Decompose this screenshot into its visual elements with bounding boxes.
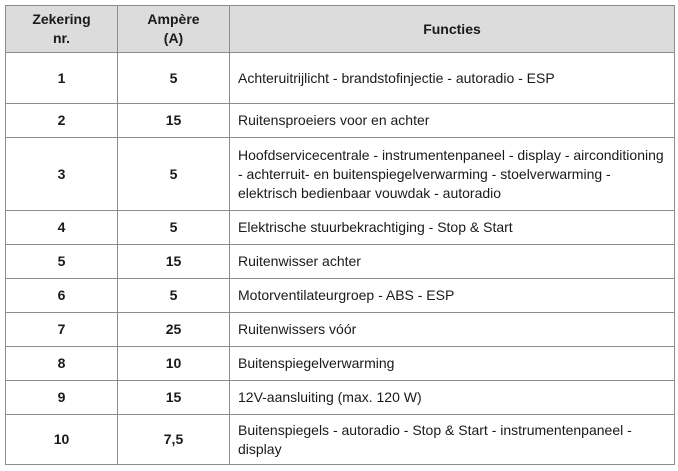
fuse-number-cell: 2: [6, 104, 118, 138]
function-cell: Achteruitrijlicht - brandstofinjectie - autoradio - ESP: [230, 53, 675, 104]
ampere-cell: 5: [118, 211, 230, 245]
fuse-number-cell: 8: [6, 347, 118, 381]
function-cell: Ruitenwissers vóór: [230, 313, 675, 347]
fuse-number-cell: 1: [6, 53, 118, 104]
fuse-number-cell: 10: [6, 415, 118, 465]
ampere-cell: 15: [118, 104, 230, 138]
header-fuse-number-line1: Zekering: [32, 11, 91, 27]
table-row: [6, 279, 675, 313]
ampere-cell: 15: [118, 381, 230, 415]
fuse-table: [5, 5, 675, 465]
function-cell: 12V-aansluiting (max. 120 W): [230, 381, 675, 415]
table-header-row: [6, 6, 675, 53]
header-ampere-line2: (A): [163, 30, 184, 46]
table-row: [6, 245, 675, 279]
fuse-number-cell: 6: [6, 279, 118, 313]
fuse-number-cell: 4: [6, 211, 118, 245]
header-fuse-number: [6, 6, 118, 53]
header-ampere: [118, 6, 230, 53]
ampere-cell: 7,5: [118, 415, 230, 465]
function-cell: Buitenspiegelverwarming: [230, 347, 675, 381]
table-row: [6, 138, 675, 211]
function-cell: Motorventilateurgroep - ABS - ESP: [230, 279, 675, 313]
fuse-number-cell: 3: [6, 138, 118, 211]
table-row: [6, 104, 675, 138]
table-row: [6, 415, 675, 465]
table-row: [6, 381, 675, 415]
header-fuse-number-line2: nr.: [52, 30, 71, 46]
function-cell: Hoofdservicecentrale - instrumentenpaneel - display - airconditioning - achterruit- en buitenspiegelverwarming - stoelverwarming - elektrisch bedienbaar vouwdak - autoradio: [230, 138, 675, 211]
fuse-number-cell: 7: [6, 313, 118, 347]
header-ampere-line1: Ampère: [147, 11, 200, 27]
fuse-number-cell: 9: [6, 381, 118, 415]
function-cell: Buitenspiegels - autoradio - Stop & Start - instrumentenpaneel - display: [230, 415, 675, 465]
function-cell: Ruitenwisser achter: [230, 245, 675, 279]
table-row: [6, 211, 675, 245]
function-cell: Elektrische stuurbekrachtiging - Stop & Start: [230, 211, 675, 245]
ampere-cell: 15: [118, 245, 230, 279]
ampere-cell: 5: [118, 138, 230, 211]
ampere-cell: 5: [118, 279, 230, 313]
ampere-cell: 25: [118, 313, 230, 347]
header-functions: Functies: [230, 6, 675, 53]
table-row: [6, 347, 675, 381]
table-row: [6, 313, 675, 347]
function-cell: Ruitensproeiers voor en achter: [230, 104, 675, 138]
ampere-cell: 10: [118, 347, 230, 381]
fuse-number-cell: 5: [6, 245, 118, 279]
table-row: [6, 53, 675, 104]
ampere-cell: 5: [118, 53, 230, 104]
